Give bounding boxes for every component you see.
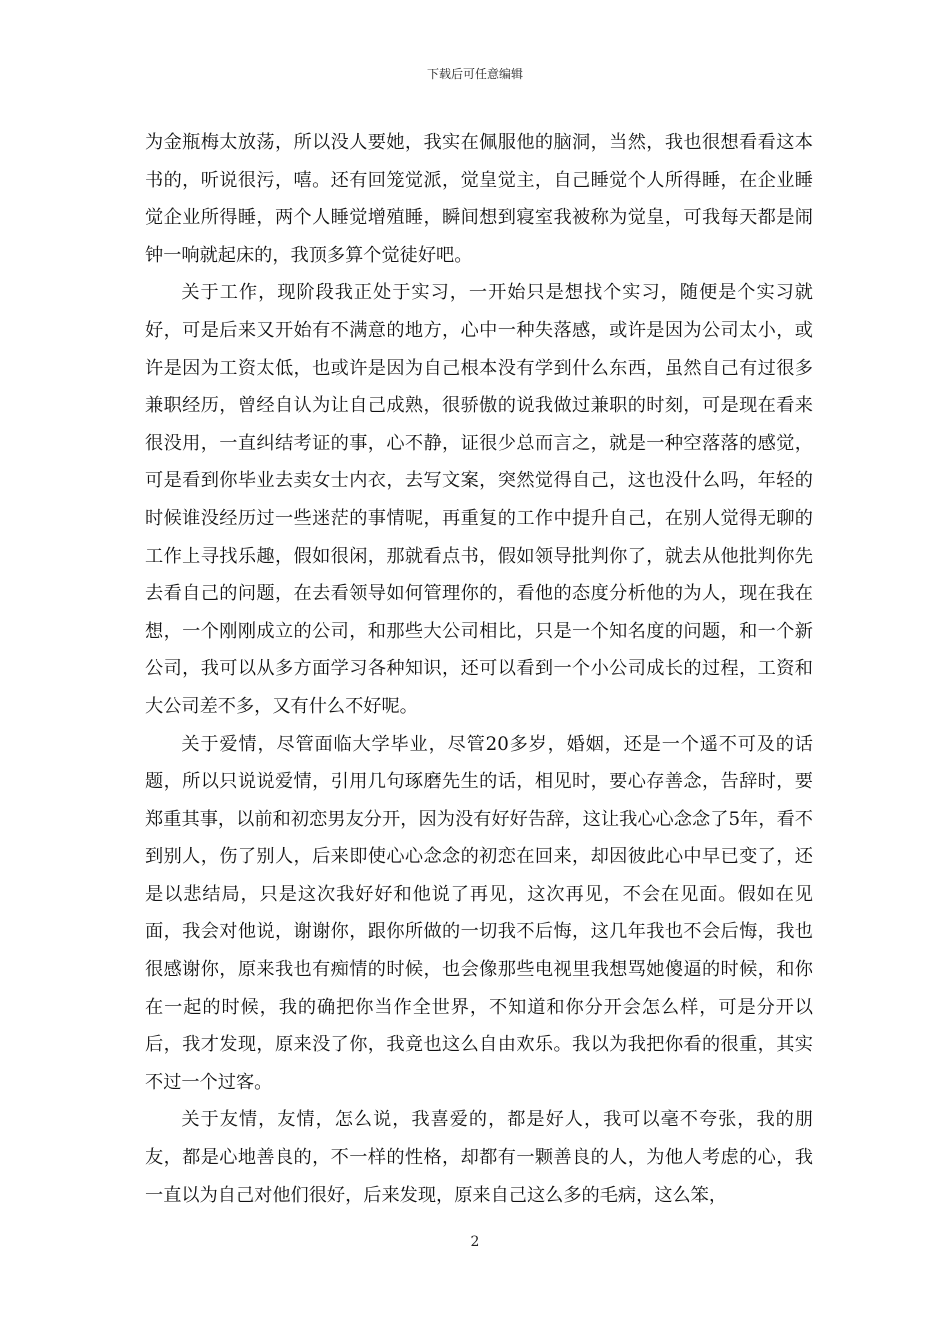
page-header: 下载后可任意编辑 bbox=[426, 67, 523, 81]
paragraph-work: 关于工作，现阶段我正处于实习，一开始只是想找个实习，随便是个实习就好，可是后来又开始有不满意的地方，心中一种失落感，或许是因为公司太小，或许是因为工资太低，也或许是因为自己根本没有学到什么东西，虽然自己有过很多兼职经历，曾经自认为让自己成熟，很骄傲的说我做过兼职的时刻，可是现在看来很没用，一直纠结考证的事，心不静，证很少总而言之，就是一种空落落的感觉，可是看到你毕业去卖女士内衣，去写文案，突然觉得自己，这也没什么吗，年轻的时候谁没经历过一些迷茫的事情呢，再重复的工作中提升自己，在别人觉得无聊的工作上寻找乐趣，假如很闲，那就看点书，假如领导批判你了，就去从他批判你先去看自己的问题，在去看领导如何管理你的，看他的态度分析他的为人，现在我在想，一个刚刚成立的公司，和那些大公司相比，只是一个知名度的问题，和一个新公司，我可以从多方面学习各种知识，还可以看到一个小公司成长的过程，工资和大公司差不多，又有什么不好呢。 bbox=[145, 282, 813, 717]
page-number: 2 bbox=[470, 1234, 480, 1250]
document-body bbox=[145, 124, 813, 1214]
paragraph-friendship: 关于友情，友情，怎么说，我喜爱的，都是好人，我可以毫不夸张，我的朋友，都是心地善良的，不一样的性格，却都有一颗善良的人，为他人考虑的心，我一直以为自己对他们很好，后来发现，原来自己这么多的毛病，这么笨， bbox=[145, 1109, 813, 1206]
paragraph-love: 关于爱情，尽管面临大学毕业，尽管20多岁，婚姻，还是一个遥不可及的话题，所以只说说爱情，引用几句琢磨先生的话，相见时，要心存善念，告辞时，要郑重其事，以前和初恋男友分开，因为没有好好告辞，这让我心心念念了5年，看不到别人，伤了别人，后来即使心心念念的初恋在回来，却因彼此心中早已变了，还是以悲结局，只是这次我好好和他说了再见，这次再见，不会在见面。假如在见面，我会对他说，谢谢你，跟你所做的一切我不后悔，这几年我也不会后悔，我也很感谢你，原来我也有痴情的时候，也会像那些电视里我想骂她傻逼的时候，和你在一起的时候，我的确把你当作全世界，不知道和你分开会怎么样，可是分开以后，我才发现，原来没了你，我竟也这么自由欢乐。我以为我把你看的很重，其实不过一个过客。 bbox=[145, 733, 813, 1093]
paragraph-continuation: 为金瓶梅太放荡，所以没人要她，我实在佩服他的脑洞，当然，我也很想看看这本书的，听说很污，嘻。还有回笼觉派，觉皇觉主，自己睡觉个人所得睡，在企业睡觉企业所得睡，两个人睡觉增殖睡，瞬间想到寝室我被称为觉皇，可我每天都是闹钟一响就起床的，我顶多算个觉徒好吧。 bbox=[145, 132, 813, 266]
